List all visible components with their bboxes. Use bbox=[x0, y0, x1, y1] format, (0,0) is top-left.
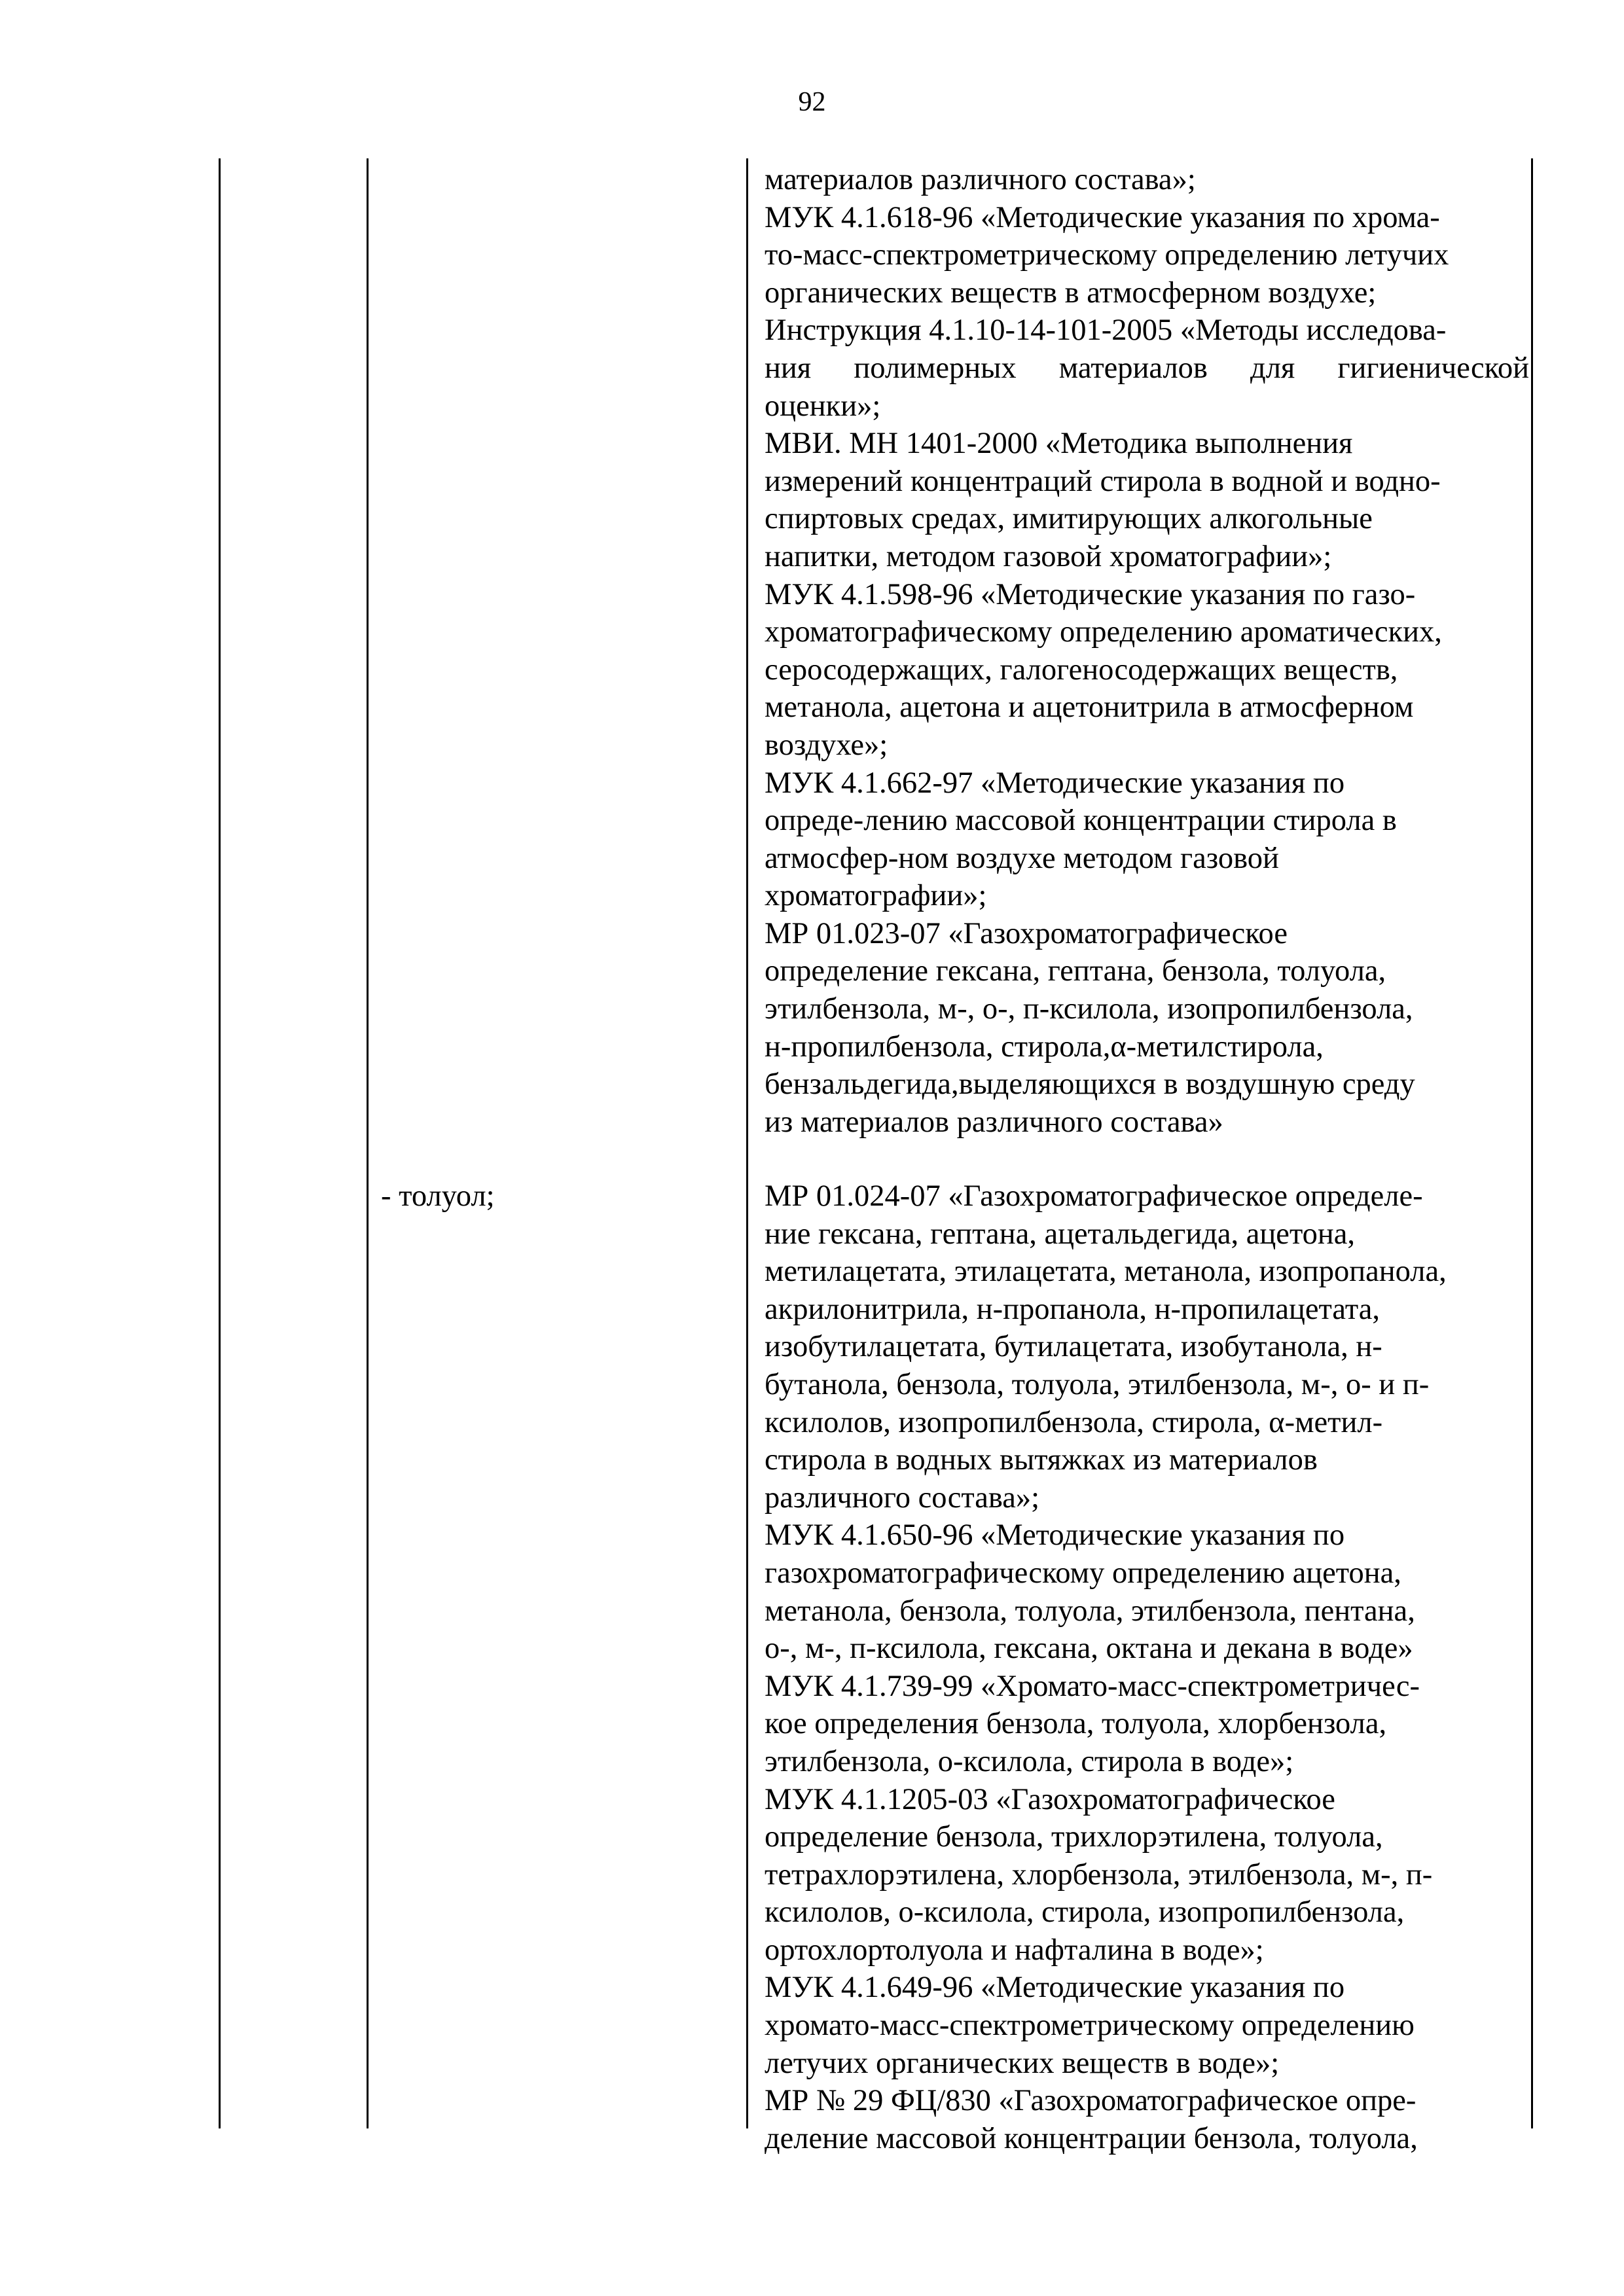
table-border-col1-col2 bbox=[367, 158, 369, 2128]
text-line: МР № 29 ФЦ/830 «Газохроматографическое опре- bbox=[765, 2084, 1416, 2118]
text-line: МР 01.023-07 «Газохроматографическое bbox=[765, 916, 1288, 950]
text-line: хроматографическому определению ароматических, bbox=[765, 615, 1442, 649]
text-line: тетрахлорэтилена, хлорбензола, этилбензола, м-, п- bbox=[765, 1857, 1433, 1892]
text-line: хромато-масс-спектрометрическому определению bbox=[765, 2009, 1415, 2043]
text-line: ния полимерных материалов для гигиенической bbox=[765, 351, 1529, 385]
text-line: хроматографии»; bbox=[765, 879, 987, 913]
text-line: атмосфер-ном воздухе методом газовой bbox=[765, 841, 1279, 875]
text-line: метилацетата, этилацетата, метанола, изопропанола, bbox=[765, 1255, 1447, 1289]
text-line: метанола, бензола, толуола, этилбензола, пентана, bbox=[765, 1594, 1415, 1628]
text-line: МУК 4.1.650-96 «Методические указания по bbox=[765, 1518, 1345, 1552]
text-line: ксилолов, изопропилбензола, стирола, α-метил- bbox=[765, 1405, 1383, 1439]
text-line: МУК 4.1.739-99 «Хромато-масс-спектрометричес- bbox=[765, 1669, 1420, 1703]
text-line: то-масс-спектрометрическому определению летучих bbox=[765, 238, 1449, 272]
text-line: материалов различного состава»; bbox=[765, 163, 1196, 196]
text-line: МУК 4.1.649-96 «Методические указания по bbox=[765, 1971, 1345, 2005]
table-border-right bbox=[1531, 158, 1533, 2128]
table-border-left bbox=[219, 158, 221, 2128]
text-line: ксилолов, о-ксилола, стирола, изопропилбензола, bbox=[765, 1895, 1405, 1929]
text-line: бутанола, бензола, толуола, этилбензола, м-, о- и п- bbox=[765, 1367, 1430, 1401]
table-border-col2-col3 bbox=[746, 158, 748, 2128]
text-line: воздухе»; bbox=[765, 728, 888, 762]
method-list-row-2 bbox=[765, 1177, 1529, 2157]
text-line: спиртовых средах, имитирующих алкогольные bbox=[765, 502, 1373, 536]
text-line: газохроматографическому определению ацетона, bbox=[765, 1556, 1401, 1590]
text-line: ортохлортолуола и нафталина в воде»; bbox=[765, 1933, 1264, 1967]
text-line: напитки, методом газовой хроматографии»; bbox=[765, 539, 1332, 573]
page-number: 92 bbox=[798, 87, 826, 117]
text-line: МУК 4.1.1205-03 «Газохроматографическое bbox=[765, 1782, 1335, 1816]
table-row-1-col3 bbox=[765, 161, 1529, 1141]
text-line: измерений концентраций стирола в водной и водно- bbox=[765, 464, 1441, 498]
text-line: этилбензола, м-, о-, п-ксилола, изопропилбензола, bbox=[765, 992, 1413, 1026]
text-line: Инструкция 4.1.10-14-101-2005 «Методы исследова- bbox=[765, 314, 1447, 348]
text-line: кое определения бензола, толуола, хлорбензола, bbox=[765, 1707, 1387, 1741]
text-line: МР 01.024-07 «Газохроматографическое определе- bbox=[765, 1179, 1423, 1213]
text-line: МУК 4.1.662-97 «Методические указания по bbox=[765, 766, 1345, 800]
text-line: оценки»; bbox=[765, 389, 881, 423]
text-line: изобутилацетата, бутилацетата, изобутанола, н- bbox=[765, 1330, 1382, 1364]
text-line: органических веществ в атмосферном воздухе; bbox=[765, 276, 1377, 310]
text-line: опреде-лению массовой концентрации стирола в bbox=[765, 804, 1397, 838]
text-line: акрилонитрила, н-пропанола, н-пропилацетата, bbox=[765, 1292, 1380, 1326]
text-line: н-пропилбензола, стирола,α-метилстирола, bbox=[765, 1030, 1324, 1064]
text-line: о-, м-, п-ксилола, гексана, октана и декана в воде» bbox=[765, 1632, 1413, 1666]
text-line: ние гексана, гептана, ацетальдегида, ацетона, bbox=[765, 1217, 1356, 1251]
text-line: серосодержащих, галогеносодержащих веществ, bbox=[765, 653, 1398, 687]
text-line: МУК 4.1.598-96 «Методические указания по газо- bbox=[765, 577, 1416, 611]
text-line: метанола, ацетона и ацетонитрила в атмосферном bbox=[765, 691, 1414, 725]
text-line: стирола в водных вытяжках из материалов bbox=[765, 1443, 1318, 1477]
text-line: МВИ. МН 1401-2000 «Методика выполнения bbox=[765, 427, 1353, 461]
text-line: МУК 4.1.618-96 «Методические указания по хрома- bbox=[765, 200, 1440, 234]
text-line: определение бензола, трихлорэтилена, толуола, bbox=[765, 1820, 1383, 1854]
text-line: различного состава»; bbox=[765, 1480, 1040, 1515]
text-line: деление массовой концентрации бензола, толуола, bbox=[765, 2121, 1418, 2155]
table-row-2-col2: - толуол; bbox=[381, 1179, 495, 1213]
text-line: этилбензола, о-ксилола, стирола в воде»; bbox=[765, 1744, 1294, 1778]
text-line: летучих органических веществ в воде»; bbox=[765, 2046, 1280, 2080]
method-list-row-1 bbox=[765, 161, 1529, 1141]
text-line: из материалов различного состава» bbox=[765, 1105, 1223, 1139]
text-line: бензальдегида,выделяющихся в воздушную среду bbox=[765, 1067, 1415, 1102]
table-row-2-col3 bbox=[765, 1177, 1529, 2157]
text-line: определение гексана, гептана, бензола, толуола, bbox=[765, 954, 1386, 988]
